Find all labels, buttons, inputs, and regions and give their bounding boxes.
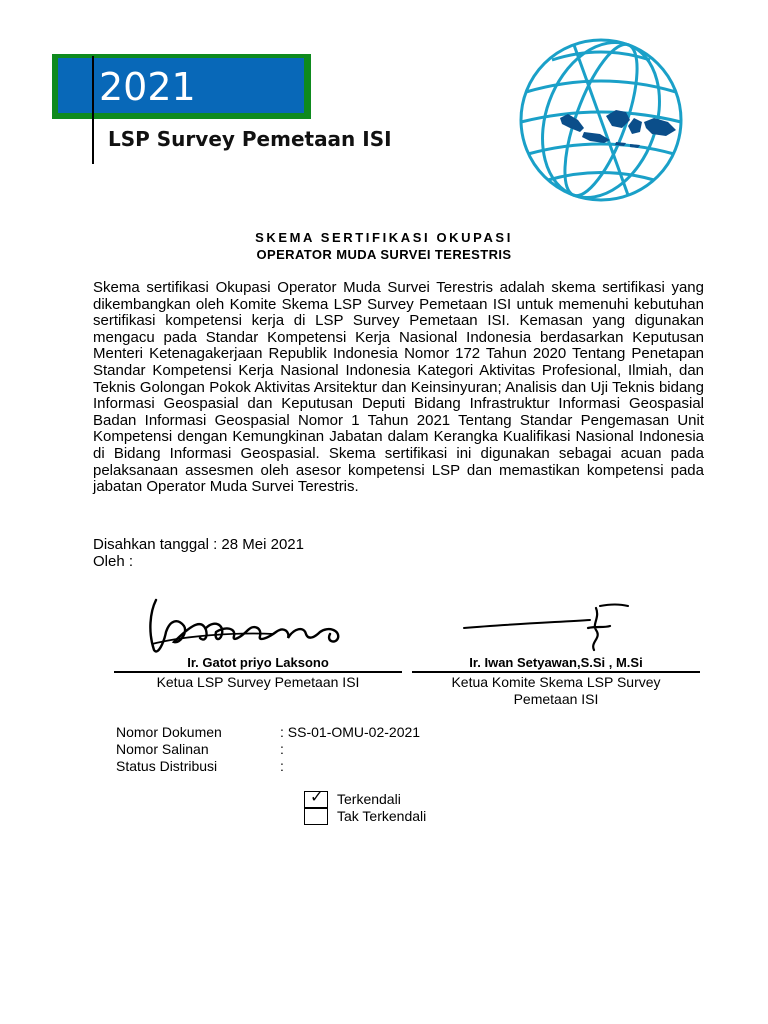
checkbox-controlled-label: Terkendali: [337, 791, 401, 807]
distribution-status-value: :: [280, 758, 284, 774]
signatory-left-name: Ir. Gatot priyo Laksono: [187, 655, 329, 670]
year-label: 2021: [99, 65, 196, 109]
checkbox-uncontrolled-label: Tak Terkendali: [337, 808, 427, 824]
signatory-right-role: Ketua Komite Skema LSP Survey Pemetaan ISI: [451, 674, 661, 707]
doc-number-value: : SS-01-OMU-02-2021: [280, 724, 421, 740]
organization-name: LSP Survey Pemetaan ISI: [108, 127, 392, 151]
globe-logo-icon: [512, 30, 690, 210]
signature-line-left: [114, 671, 402, 673]
doc-number-label: Nomor Dokumen: [116, 724, 222, 740]
distribution-status-label: Status Distribusi: [116, 758, 218, 774]
header-divider: [92, 56, 94, 164]
signature-left-image: [144, 592, 350, 658]
signatory-right-name: Ir. Iwan Setyawan,S.Si , M.Si: [469, 655, 643, 670]
approval-date: Disahkan tanggal : 28 Mei 2021: [93, 536, 304, 553]
check-icon: ✓: [310, 789, 324, 806]
copy-number-value: :: [280, 741, 284, 757]
scheme-subtitle: OPERATOR MUDA SURVEI TERESTRIS: [256, 247, 512, 262]
scheme-title: SKEMA SERTIFIKASI OKUPASI: [255, 230, 513, 245]
approval-by: Oleh :: [93, 553, 134, 570]
copy-number-label: Nomor Salinan: [116, 741, 209, 757]
signature-line-right: [412, 671, 700, 673]
checkbox-uncontrolled[interactable]: [304, 808, 328, 825]
signature-right-image: [460, 598, 632, 654]
signatory-left-role: Ketua LSP Survey Pemetaan ISI: [156, 674, 360, 690]
scheme-description: Skema sertifikasi Okupasi Operator Muda Survei Terestris adalah skema sertifikasi yang dikembangkan oleh Komite Skema LSP Survey Pemetaan ISI untuk memenuhi kebutuhan sertifikasi kompetensi kerja di LSP Survey Pemetaan ISI. Kemasan yang digunakan mengacu pada Standar Kompetensi Kerja Nasional Indonesia berdasarkan Keputusan Menteri Ketenagakerjaan Republik Indonesia Nomor 172 Tahun 2020 Tentang Penetapan Standar Kompetensi Kerja Nasional Indonesia Kategori Aktivitas Profesional, Ilmiah, dan Teknis Golongan Pokok Aktivitas Arsitektur dan Keinsinyuran; Analisis dan Uji Teknis bidang Informasi Geospasial dan Keputusan Deputi Bidang Infrastruktur Informasi Geospasial Badan Informasi Geospasial Nomor 1 Tahun 2021 Tentang Standar Pengemasan Unit Kompetensi dengan Kemungkinan Jabatan dalam Kerangka Kualifikasi Nasional Indonesia di Bidang Informasi Geospasial. Skema sertifikasi ini digunakan sebagai acuan pada pelaksanaan assesmen oleh asesor kompetensi LSP dan memastikan kompetensi pada jabatan Operator Muda Survei Terestris.: [93, 279, 704, 496]
